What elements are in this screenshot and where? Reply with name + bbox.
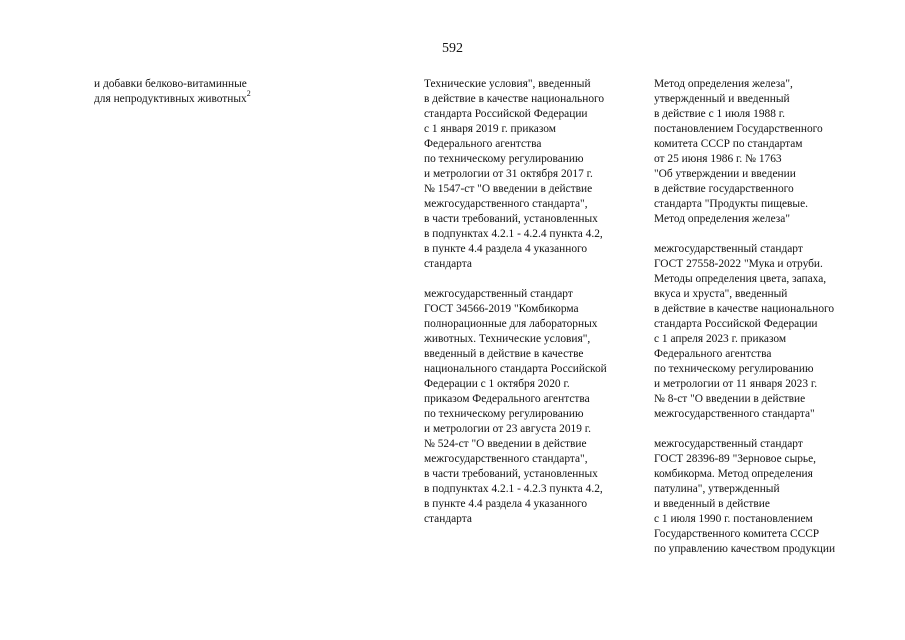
text-line: межгосударственного стандарта" xyxy=(654,408,815,420)
page-number: 592 xyxy=(442,41,463,56)
text-line: комбикорма. Метод определения xyxy=(654,468,813,480)
column-1-line-text: для непродуктивных животных xyxy=(94,93,247,105)
text-line: утвержденный и введенный xyxy=(654,93,790,105)
footnote-mark: 2 xyxy=(246,89,251,99)
text-line: Метод определения железа" xyxy=(654,213,790,225)
text-line: Федерального агентства xyxy=(654,348,772,360)
text-line: стандарта xyxy=(424,513,472,525)
text-line: в пункте 4.4 раздела 4 указанного xyxy=(424,243,588,255)
text-line: патулина", утвержденный xyxy=(654,483,780,495)
text-line: в части требований, установленных xyxy=(424,213,598,225)
text-line: и введенный в действие xyxy=(654,498,770,510)
text-line: в действие в качестве национального xyxy=(654,303,835,315)
text-line: вкуса и хруста", введенный xyxy=(654,288,788,300)
text-line: по техническому регулированию xyxy=(424,408,584,420)
text-line: и метрологии от 11 января 2023 г. xyxy=(654,378,818,390)
text-line: Федерального агентства xyxy=(424,138,542,150)
text-line: в пункте 4.4 раздела 4 указанного xyxy=(424,498,588,510)
text-line: от 25 июня 1986 г. № 1763 xyxy=(654,153,782,165)
text-line: № 8-ст "О введении в действие xyxy=(654,393,806,405)
text-line: с 1 июля 1990 г. постановлением xyxy=(654,513,813,525)
paragraph xyxy=(654,77,835,227)
text-line: межгосударственного стандарта", xyxy=(424,453,588,465)
text-line: и метрологии от 31 октября 2017 г. xyxy=(424,168,593,180)
text-line: животных. Технические условия", xyxy=(424,333,591,345)
text-line: стандарта "Продукты пищевые. xyxy=(654,198,808,210)
text-line: с 1 января 2019 г. приказом xyxy=(424,123,556,135)
text-line: ГОСТ 34566-2019 "Комбикорма xyxy=(424,303,579,315)
text-line: и метрологии от 23 августа 2019 г. xyxy=(424,423,592,435)
text-line: стандарта xyxy=(424,258,472,270)
text-line: комитета СССР по стандартам xyxy=(654,138,803,150)
paragraph xyxy=(424,287,607,527)
text-line: в действие государственного xyxy=(654,183,794,195)
text-line: ГОСТ 28396-89 "Зерновое сырье, xyxy=(654,453,817,465)
paragraph xyxy=(654,242,835,422)
text-line: по управлению качеством продукции xyxy=(654,543,836,555)
text-line: Методы определения цвета, запаха, xyxy=(654,273,827,285)
column-1-line: и добавки белково-витаминные xyxy=(94,78,247,90)
text-line: по техническому регулированию xyxy=(424,153,584,165)
text-line: Федерации с 1 октября 2020 г. xyxy=(424,378,570,390)
column-1-line xyxy=(94,89,251,107)
text-line: приказом Федерального агентства xyxy=(424,393,590,405)
column-standards-right xyxy=(654,77,835,557)
text-line: межгосударственного стандарта", xyxy=(424,198,588,210)
text-line: национального стандарта Российской xyxy=(424,363,607,375)
text-line: межгосударственный стандарт xyxy=(654,438,803,450)
text-line: ГОСТ 27558-2022 "Мука и отруби. xyxy=(654,258,823,270)
text-line: межгосударственный стандарт xyxy=(654,243,803,255)
text-line: Технические условия", введенный xyxy=(424,78,591,90)
text-line: полнорационные для лабораторных xyxy=(424,318,598,330)
column-standards-middle xyxy=(424,77,607,527)
text-line: стандарта Российской Федерации xyxy=(424,108,588,120)
text-line: межгосударственный стандарт xyxy=(424,288,573,300)
text-line: с 1 апреля 2023 г. приказом xyxy=(654,333,787,345)
column-product-name xyxy=(94,77,251,107)
text-line: в действие с 1 июля 1988 г. xyxy=(654,108,785,120)
text-line: стандарта Российской Федерации xyxy=(654,318,818,330)
text-line: в подпунктах 4.2.1 - 4.2.4 пункта 4.2, xyxy=(424,228,603,240)
text-line: № 1547-ст "О введении в действие xyxy=(424,183,593,195)
text-line: постановлением Государственного xyxy=(654,123,823,135)
text-line: по техническому регулированию xyxy=(654,363,814,375)
text-line: введенный в действие в качестве xyxy=(424,348,584,360)
paragraph xyxy=(654,437,835,557)
text-line: № 524-ст "О введении в действие xyxy=(424,438,587,450)
text-line: "Об утверждении и введении xyxy=(654,168,796,180)
text-line: Государственного комитета СССР xyxy=(654,528,820,540)
text-line: в подпунктах 4.2.1 - 4.2.3 пункта 4.2, xyxy=(424,483,603,495)
text-line: Метод определения железа", xyxy=(654,78,793,90)
text-line: в действие в качестве национального xyxy=(424,93,605,105)
text-line: в части требований, установленных xyxy=(424,468,598,480)
paragraph xyxy=(424,77,607,272)
